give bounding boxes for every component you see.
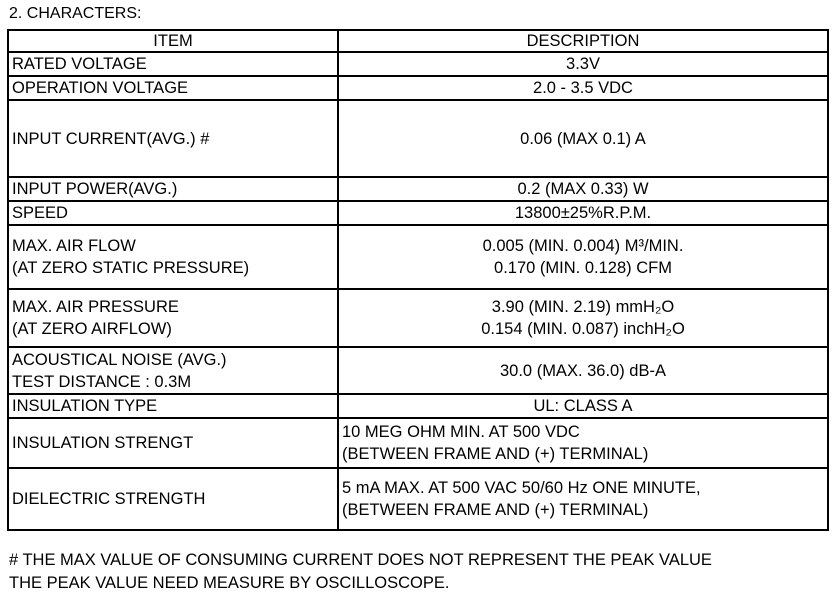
table-row <box>8 76 828 100</box>
table-row <box>8 468 828 530</box>
item-cell <box>8 394 338 418</box>
table-row <box>8 201 828 225</box>
item-text: MAX. AIR FLOW <box>12 237 136 255</box>
item-text: MAX. AIR PRESSURE <box>12 298 179 316</box>
item-text: INSULATION STRENGT <box>12 434 194 452</box>
column-header-item: ITEM <box>8 30 338 52</box>
column-header-description: DESCRIPTION <box>338 30 828 52</box>
description-cell <box>338 225 828 289</box>
item-cell <box>8 418 338 468</box>
item-cell <box>8 100 338 177</box>
description-cell <box>338 347 828 394</box>
description-text: 13800±25%R.P.M. <box>514 204 652 222</box>
description-text: 3.3V <box>566 55 600 73</box>
item-text: ACOUSTICAL NOISE (AVG.) <box>12 350 227 369</box>
description-text: 10 MEG OHM MIN. AT 500 VDC <box>342 423 580 441</box>
item-text: RATED VOLTAGE <box>12 55 147 73</box>
description-text: 0.170 (MIN. 0.128) CFM <box>494 259 672 277</box>
description-cell <box>338 418 828 468</box>
footnote-line: # THE MAX VALUE OF CONSUMING CURRENT DOES NOT REPRESENT THE PEAK VALUE <box>9 551 712 569</box>
item-cell <box>8 468 338 530</box>
description-cell <box>338 468 828 530</box>
description-text: 0.06 (MAX 0.1) A <box>520 129 646 148</box>
description-cell <box>338 76 828 100</box>
table-row <box>8 177 828 201</box>
description-text: (BETWEEN FRAME AND (+) TERMINAL) <box>342 501 649 519</box>
description-cell <box>338 52 828 76</box>
description-text: (BETWEEN FRAME AND (+) TERMINAL) <box>342 445 649 463</box>
item-text: TEST DISTANCE : 0.3M <box>12 372 192 391</box>
description-text: 0.2 (MAX 0.33) W <box>517 180 649 198</box>
item-cell <box>8 289 338 347</box>
item-text: (AT ZERO AIRFLOW) <box>12 320 172 338</box>
description-text: UL: CLASS A <box>533 397 633 415</box>
item-cell <box>8 347 338 394</box>
table-header-row <box>8 30 828 52</box>
description-text: 0.154 (MIN. 0.087) inchH₂O <box>481 320 685 338</box>
table-row <box>8 418 828 468</box>
item-text: OPERATION VOLTAGE <box>12 79 189 97</box>
item-cell <box>8 201 338 225</box>
table-row <box>8 289 828 347</box>
description-cell <box>338 394 828 418</box>
description-text: 3.90 (MIN. 2.19) mmH₂O <box>491 298 675 316</box>
item-cell <box>8 76 338 100</box>
characteristics-table <box>7 29 829 531</box>
item-cell <box>8 225 338 289</box>
section-heading: 2. CHARACTERS: <box>9 5 142 22</box>
description-cell <box>338 289 828 347</box>
description-cell <box>338 177 828 201</box>
description-text: 2.0 - 3.5 VDC <box>533 79 633 97</box>
description-text: 0.005 (MIN. 0.004) M³/MIN. <box>482 237 684 255</box>
description-text: 30.0 (MAX. 36.0) dB-A <box>500 361 666 380</box>
table-row <box>8 225 828 289</box>
table-row <box>8 100 828 177</box>
item-text: DIELECTRIC STRENGTH <box>12 490 206 508</box>
item-cell <box>8 52 338 76</box>
item-text: (AT ZERO STATIC PRESSURE) <box>12 259 250 277</box>
description-cell <box>338 100 828 177</box>
table-row <box>8 52 828 76</box>
table-row <box>8 347 828 394</box>
item-text: INPUT POWER(AVG.) <box>12 180 178 198</box>
item-text: INSULATION TYPE <box>12 397 158 415</box>
description-cell <box>338 201 828 225</box>
table-row <box>8 394 828 418</box>
item-text: INPUT CURRENT(AVG.) # <box>12 129 210 148</box>
footnote-line: THE PEAK VALUE NEED MEASURE BY OSCILLOSCOPE. <box>9 574 450 592</box>
item-cell <box>8 177 338 201</box>
description-text: 5 mA MAX. AT 500 VAC 50/60 Hz ONE MINUTE, <box>342 479 701 497</box>
item-text: SPEED <box>12 204 68 222</box>
